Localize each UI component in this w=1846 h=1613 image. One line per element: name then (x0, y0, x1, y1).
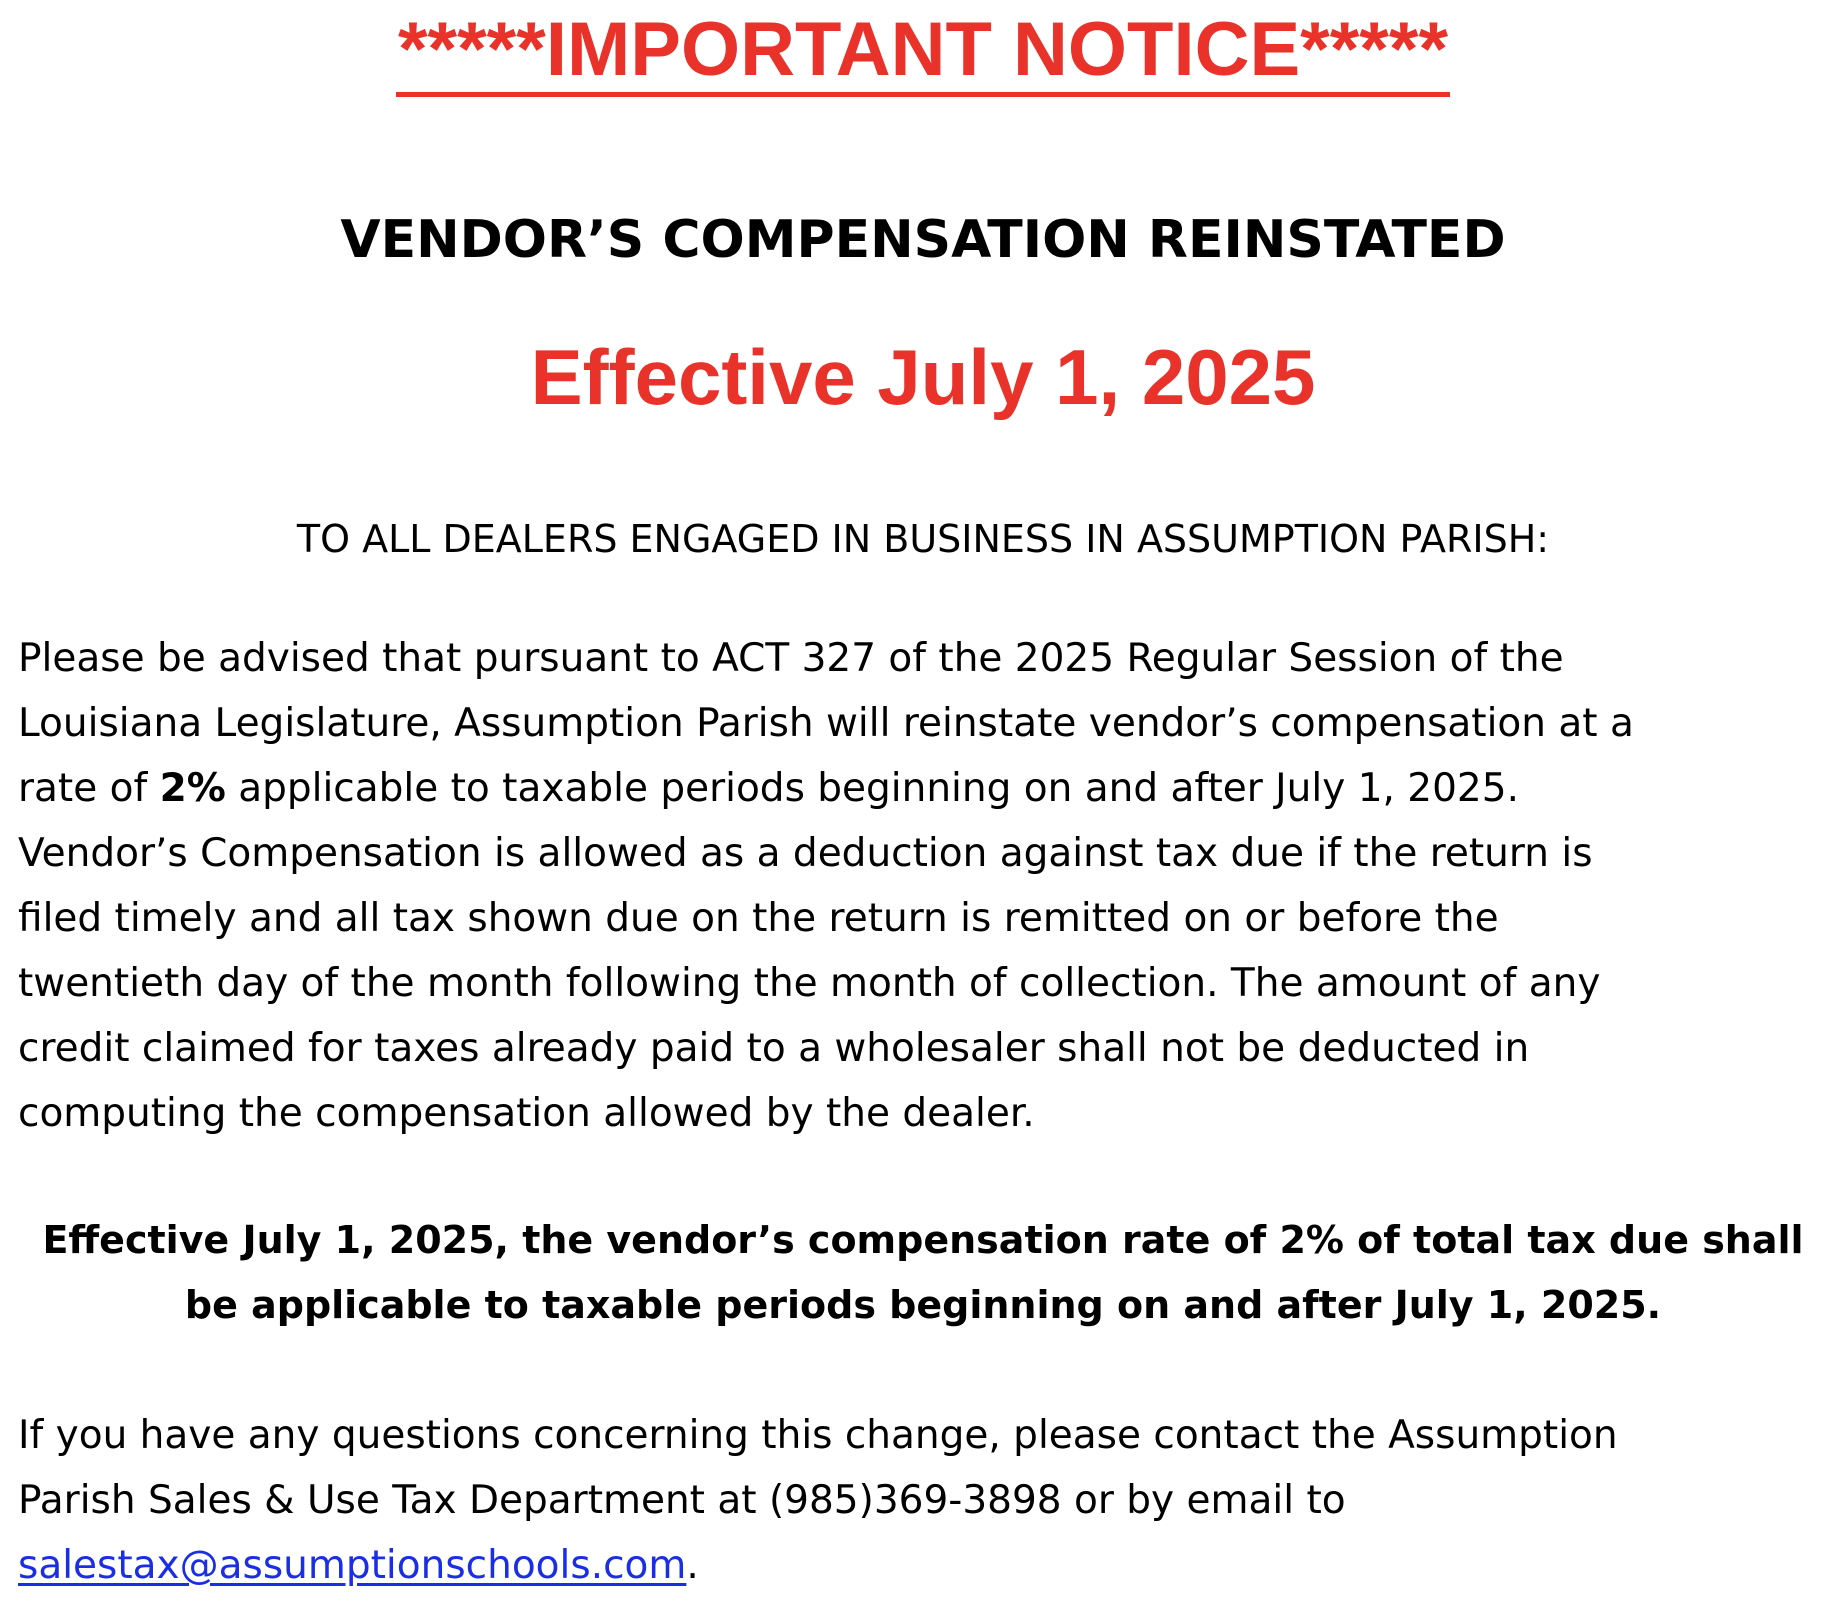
addressee-line: TO ALL DEALERS ENGAGED IN BUSINESS IN ASSUMPTION PARISH: (296, 517, 1550, 561)
important-notice-title-text: *****IMPORTANT NOTICE***** (396, 7, 1450, 97)
compensation-rate: 2% (159, 766, 226, 811)
emphasis-line: be applicable to taxable periods beginning on and after July 1, 2025. (184, 1283, 1662, 1327)
body-line: Louisiana Legislature, Assumption Parish will reinstate vendor’s compensation at a (18, 701, 1634, 746)
body-line: credit claimed for taxes already paid to a wholesaler shall not be deducted in (18, 1026, 1530, 1071)
contact-paragraph (18, 1403, 1830, 1598)
email-link[interactable]: salestax@assumptionschools.com (18, 1543, 687, 1588)
body-line: computing the compensation allowed by the dealer. (18, 1091, 1035, 1136)
contact-line: If you have any questions concerning this change, please contact the Assumption (18, 1413, 1618, 1458)
body-paragraph (18, 626, 1830, 1146)
important-notice-title (0, 4, 1846, 96)
body-line: Vendor’s Compensation is allowed as a deduction against tax due if the return is (18, 831, 1593, 876)
contact-line (18, 1533, 1830, 1598)
body-line: twentieth day of the month following the month of collection. The amount of any (18, 961, 1601, 1006)
emphasis-paragraph (0, 1208, 1846, 1338)
effective-date-heading: Effective July 1, 2025 (530, 333, 1316, 421)
body-line-text: rate of (18, 766, 160, 811)
body-line: Please be advised that pursuant to ACT 327 of the 2025 Regular Session of the (18, 636, 1564, 681)
body-line-text: applicable to taxable periods beginning on and after July 1, 2025. (225, 766, 1519, 811)
emphasis-line: Effective July 1, 2025, the vendor’s compensation rate of 2% of total tax due shall (42, 1218, 1804, 1262)
contact-line: Parish Sales & Use Tax Department at (985)369-3898 or by email to (18, 1478, 1346, 1523)
body-line: filed timely and all tax shown due on the return is remitted on or before the (18, 896, 1499, 941)
contact-trailing-period: . (686, 1543, 699, 1588)
body-line (18, 756, 1830, 821)
notice-heading: VENDOR’S COMPENSATION REINSTATED (340, 210, 1506, 270)
